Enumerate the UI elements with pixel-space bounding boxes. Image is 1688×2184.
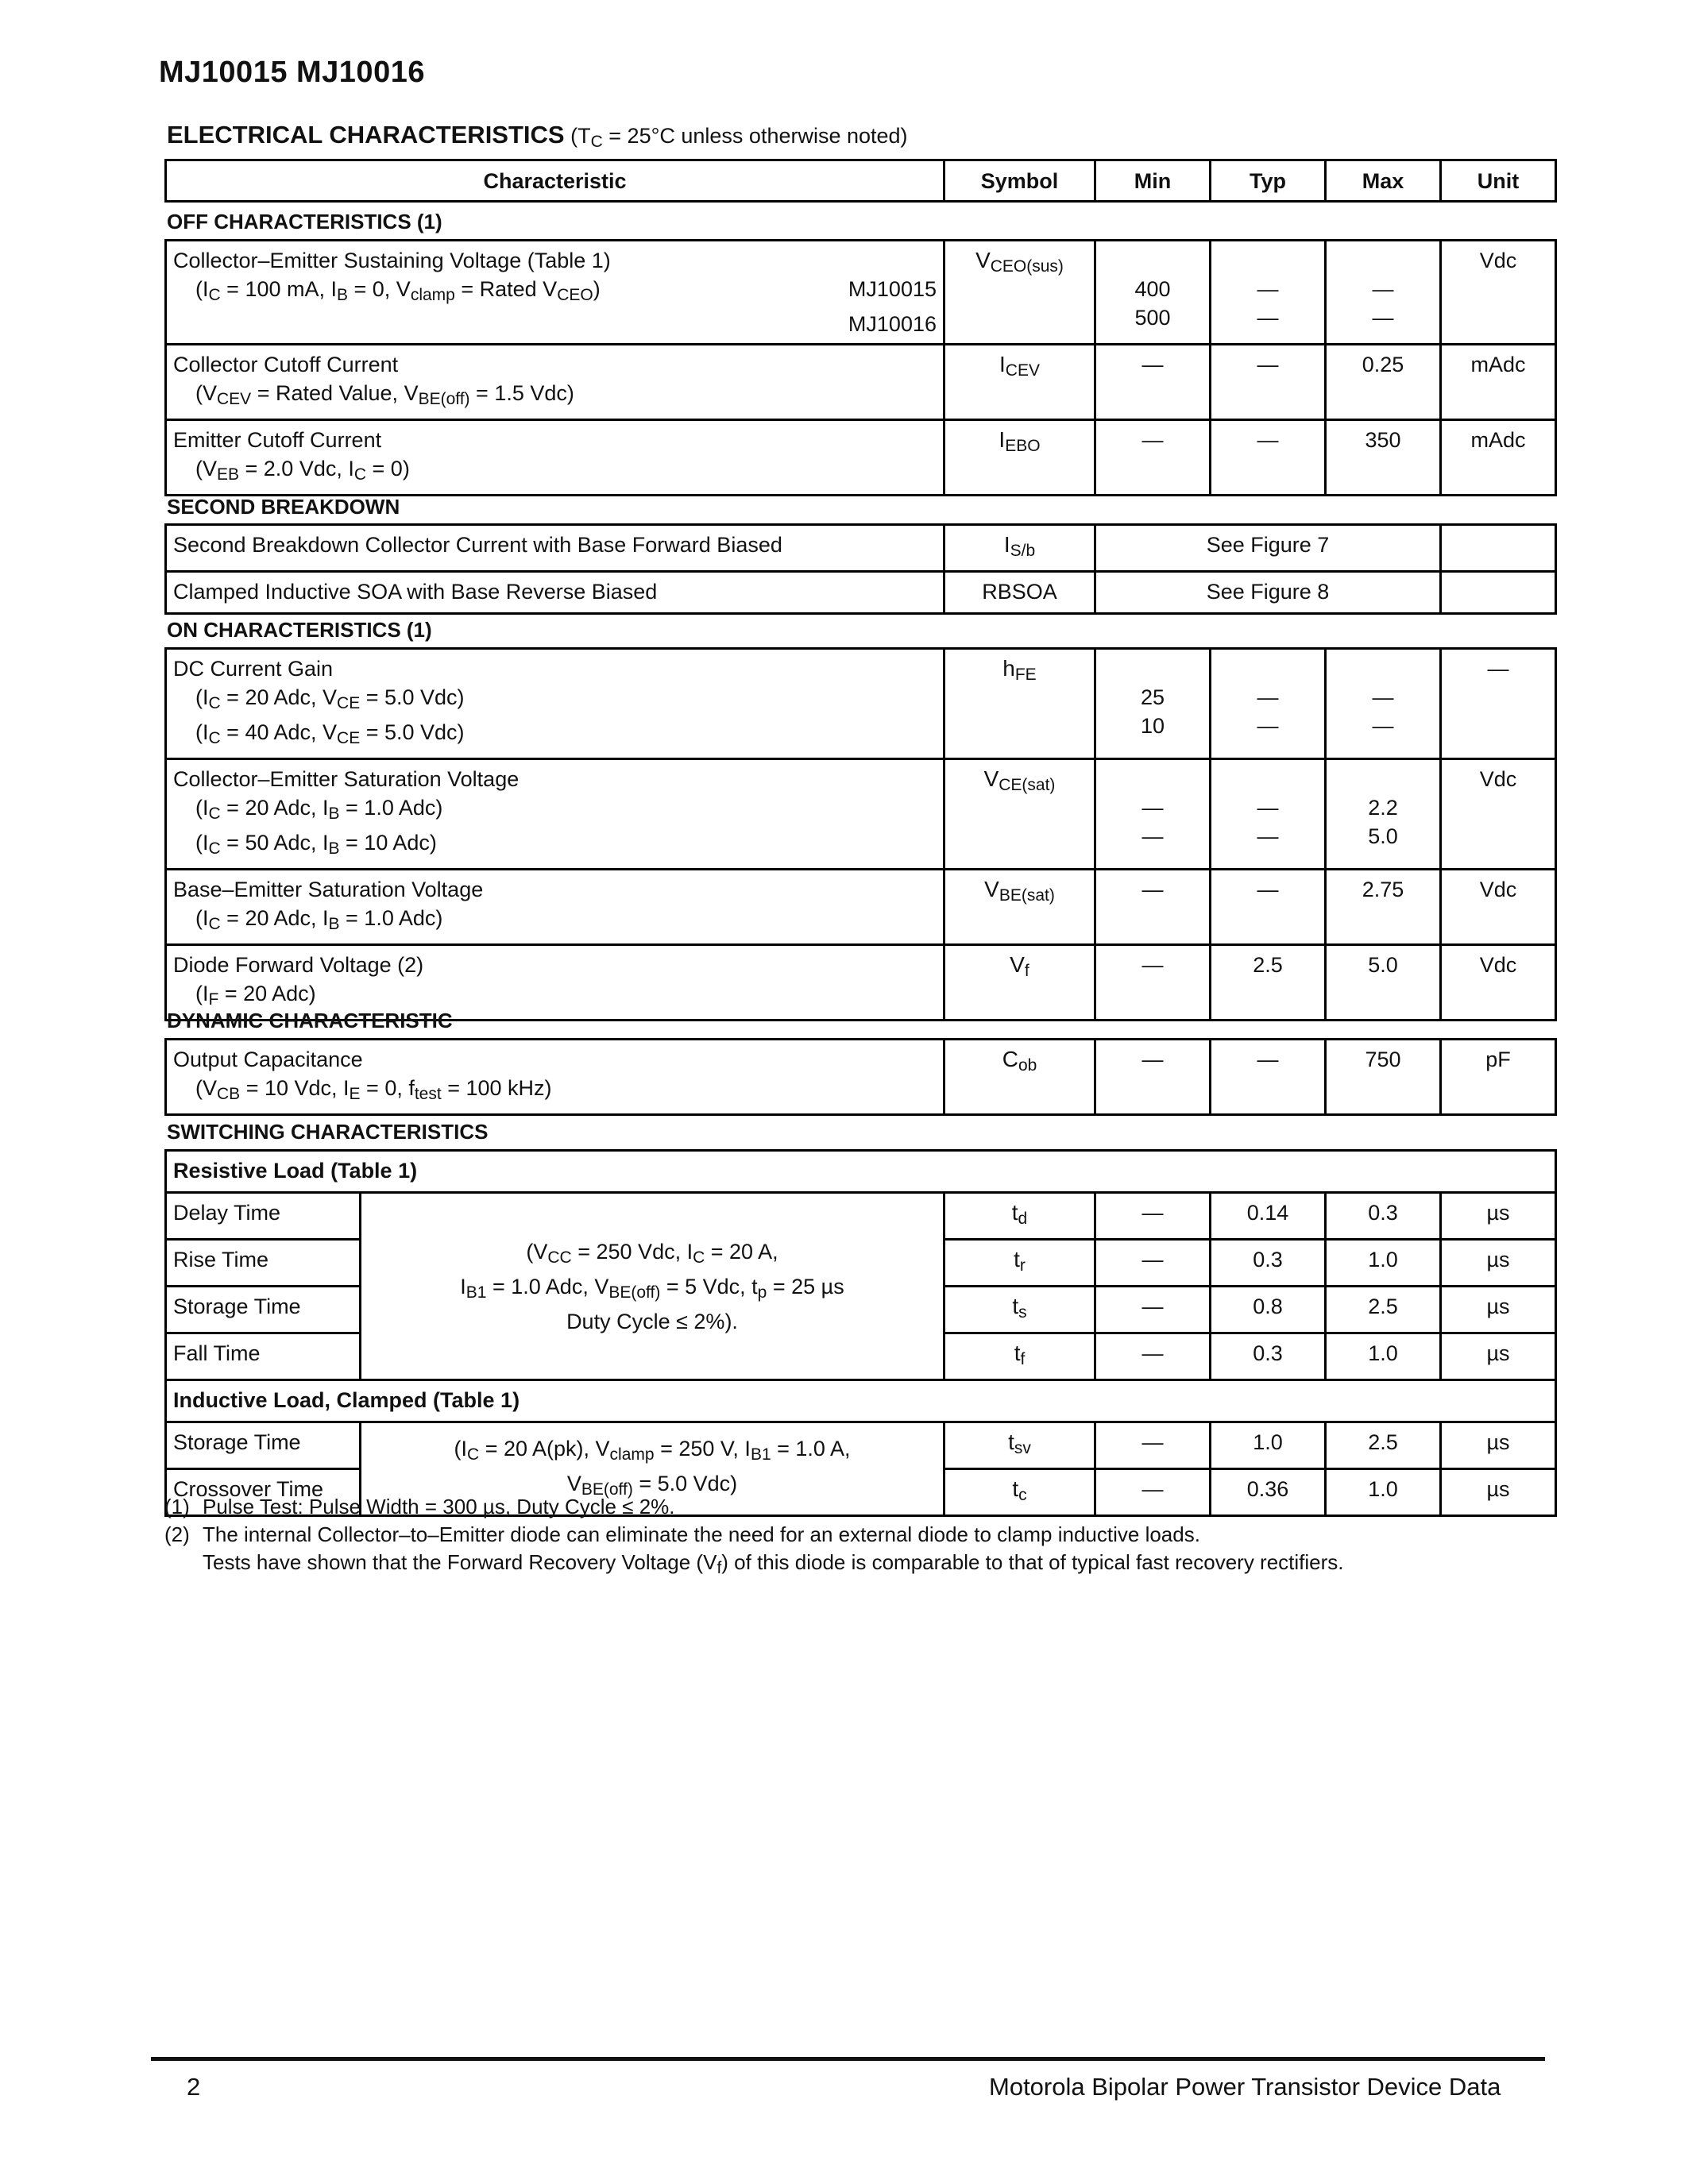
section-on: ON CHARACTERISTICS (1)	[167, 618, 432, 642]
symbol-cell: $t_f$	[944, 1333, 1095, 1380]
unit-cell: µs	[1441, 1193, 1556, 1240]
max-cell: 750	[1326, 1040, 1441, 1115]
switching-table	[164, 1149, 1557, 1517]
min-cell: — —	[1095, 759, 1211, 870]
characteristic-cell: Collector Cutoff Current ($V_{CEV}$ = Rated Value, $V_{BE(off)} = 1.5$ Vdc)	[166, 345, 944, 420]
footnotes	[164, 1493, 1344, 1582]
characteristic-cell: Fall Time	[166, 1333, 361, 1380]
max-cell: 5.0	[1326, 945, 1441, 1021]
unit-cell: mAdc	[1441, 420, 1556, 496]
typ-cell: —	[1211, 1040, 1326, 1115]
unit-cell: µs	[1441, 1287, 1556, 1333]
unit-cell: Vdc	[1441, 759, 1556, 870]
min-cell: —	[1095, 1333, 1211, 1380]
col-symbol: Symbol	[944, 160, 1095, 202]
unit-cell: Vdc	[1441, 241, 1556, 345]
max-cell: 2.5	[1326, 1287, 1441, 1333]
test-conditions-cell: ($V_{CC} = 250$ Vdc, $I_C = 20$ A, $I_{B1} = 1.0$ Adc, $V_{BE(off)} = 5$ Vdc, $t_p = 25$ µs Duty Cycle ≤ 2%).	[361, 1193, 944, 1380]
max-cell: 0.3	[1326, 1193, 1441, 1240]
group-label: Inductive Load, Clamped (Table 1)	[166, 1380, 1556, 1422]
typ-cell: —	[1211, 870, 1326, 945]
unit-cell	[1441, 525, 1556, 572]
unit-cell: µs	[1441, 1240, 1556, 1287]
min-cell: 400 500	[1095, 241, 1211, 345]
on-characteristics-table	[164, 647, 1557, 1021]
table-row	[166, 345, 1556, 420]
section-dynamic: DYNAMIC CHARACTERISTIC	[167, 1009, 453, 1032]
typ-cell: 0.3	[1211, 1333, 1326, 1380]
min-cell: —	[1095, 1193, 1211, 1240]
unit-cell	[1441, 572, 1556, 614]
typ-cell: — —	[1211, 759, 1326, 870]
section-title	[167, 121, 908, 152]
min-cell: —	[1095, 1469, 1211, 1516]
characteristic-cell: DC Current Gain ($I_C = 20$ Adc, $V_{CE} = 5.0$ Vdc) ($I_C = 40$ Adc, $V_{CE} = 5.0$ Vdc)	[166, 649, 944, 759]
min-cell: —	[1095, 345, 1211, 420]
max-cell: 1.0	[1326, 1333, 1441, 1380]
typ-cell: 0.3	[1211, 1240, 1326, 1287]
second-breakdown-table	[164, 523, 1557, 615]
characteristic-cell: Second Breakdown Collector Current with Base Forward Biased	[166, 525, 944, 572]
symbol-cell: $I_{CEV}$	[944, 345, 1095, 420]
footer-divider	[151, 2057, 1545, 2061]
title-note: ($T_C = 25^\circ C$ unless otherwise noted)	[564, 124, 908, 151]
group-label: Resistive Load (Table 1)	[166, 1151, 1556, 1193]
unit-cell: µs	[1441, 1333, 1556, 1380]
unit-cell: mAdc	[1441, 345, 1556, 420]
characteristic-cell: Storage Time	[166, 1287, 361, 1333]
min-cell: —	[1095, 945, 1211, 1021]
symbol-cell: RBSOA	[944, 572, 1095, 614]
group-row	[166, 1151, 1556, 1193]
max-cell: 1.0	[1326, 1469, 1441, 1516]
group-row	[166, 1380, 1556, 1422]
section-switching: SWITCHING CHARACTERISTICS	[167, 1120, 489, 1144]
characteristic-cell: Rise Time	[166, 1240, 361, 1287]
max-cell: 350	[1326, 420, 1441, 496]
table-row	[166, 649, 1556, 759]
symbol-cell: $t_d$	[944, 1193, 1095, 1240]
table-row	[166, 1422, 1556, 1469]
reference-cell: See Figure 8	[1095, 572, 1441, 614]
table-row	[166, 525, 1556, 572]
max-cell: 0.25	[1326, 345, 1441, 420]
footer-title: Motorola Bipolar Power Transistor Device Data	[989, 2073, 1501, 2101]
characteristic-cell: Output Capacitance ($V_{CB} = 10$ Vdc, $I_E = 0$, $f_{test} = 100$ kHz)	[166, 1040, 944, 1115]
typ-cell: —	[1211, 420, 1326, 496]
col-characteristic: Characteristic	[166, 160, 944, 202]
reference-cell: See Figure 7	[1095, 525, 1441, 572]
symbol-cell: $t_c$	[944, 1469, 1095, 1516]
document-header: MJ10015 MJ10016	[159, 56, 425, 89]
max-cell: 2.75	[1326, 870, 1441, 945]
col-unit: Unit	[1441, 160, 1556, 202]
max-cell: — —	[1326, 241, 1441, 345]
characteristic-cell: Base–Emitter Saturation Voltage ($I_C = 20$ Adc, $I_B = 1.0$ Adc)	[166, 870, 944, 945]
symbol-cell: $t_r$	[944, 1240, 1095, 1287]
test-conditions-cell: ($I_C = 20$ A(pk), $V_{clamp} = 250$ V, $I_{B1} = 1.0$ A, $V_{BE(off)} = 5.0$ Vdc)	[361, 1422, 944, 1516]
min-cell: —	[1095, 1240, 1211, 1287]
unit-cell: pF	[1441, 1040, 1556, 1115]
table-row	[166, 759, 1556, 870]
table-row	[166, 572, 1556, 614]
min-cell: —	[1095, 420, 1211, 496]
section-second-breakdown: SECOND BREAKDOWN	[167, 495, 400, 519]
symbol-cell: $t_s$	[944, 1287, 1095, 1333]
typ-cell: 2.5	[1211, 945, 1326, 1021]
characteristic-cell: Clamped Inductive SOA with Base Reverse Biased	[166, 572, 944, 614]
characteristic-cell: Emitter Cutoff Current ($V_{EB} = 2.0$ Vdc, $I_C = 0$)	[166, 420, 944, 496]
characteristic-cell: Delay Time	[166, 1193, 361, 1240]
unit-cell: Vdc	[1441, 945, 1556, 1021]
typ-cell: 1.0	[1211, 1422, 1326, 1469]
col-min: Min	[1095, 160, 1211, 202]
footnote-1: (1) Pulse Test: Pulse Width = 300 µs, Duty Cycle ≤ 2%.	[164, 1495, 675, 1518]
characteristic-cell: Collector–Emitter Saturation Voltage ($I_C = 20$ Adc, $I_B = 1.0$ Adc) ($I_C = 50$ Adc, $I_B = 10$ Adc)	[166, 759, 944, 870]
min-cell: —	[1095, 870, 1211, 945]
symbol-cell: $V_f$	[944, 945, 1095, 1021]
symbol-cell: $h_{FE}$	[944, 649, 1095, 759]
max-cell: — —	[1326, 649, 1441, 759]
min-cell: —	[1095, 1040, 1211, 1115]
symbol-cell: $t_{sv}$	[944, 1422, 1095, 1469]
dynamic-table	[164, 1038, 1557, 1116]
typ-cell: — —	[1211, 241, 1326, 345]
section-off: OFF CHARACTERISTICS (1)	[167, 210, 442, 233]
symbol-cell: $I_{S/b}$	[944, 525, 1095, 572]
symbol-cell: $I_{EBO}$	[944, 420, 1095, 496]
col-max: Max	[1326, 160, 1441, 202]
min-cell: —	[1095, 1422, 1211, 1469]
unit-cell: Vdc	[1441, 870, 1556, 945]
page-number: 2	[187, 2073, 201, 2101]
characteristic-cell: Diode Forward Voltage (2) ($I_F = 20$ Adc)	[166, 945, 944, 1021]
typ-cell: —	[1211, 345, 1326, 420]
col-typ: Typ	[1211, 160, 1326, 202]
max-cell: 2.5	[1326, 1422, 1441, 1469]
characteristic-cell: Storage Time	[166, 1422, 361, 1469]
unit-cell: µs	[1441, 1469, 1556, 1516]
typ-cell: 0.8	[1211, 1287, 1326, 1333]
symbol-cell: $V_{CEO(sus)}$	[944, 241, 1095, 345]
typ-cell: 0.14	[1211, 1193, 1326, 1240]
min-cell: —	[1095, 1287, 1211, 1333]
footnote-2-continued: Tests have shown that the Forward Recovery Voltage $(V_f)$ of this diode is comparable to that of typical fast recovery rectifiers.	[203, 1550, 1344, 1577]
symbol-cell: $C_{ob}$	[944, 1040, 1095, 1115]
table-row	[166, 870, 1556, 945]
symbol-cell: $V_{BE(sat)}$	[944, 870, 1095, 945]
typ-cell: — —	[1211, 649, 1326, 759]
min-cell: 25 10	[1095, 649, 1211, 759]
table-row	[166, 420, 1556, 496]
title-main: ELECTRICAL CHARACTERISTICS	[167, 121, 565, 149]
column-header-table	[164, 159, 1557, 203]
max-cell: 1.0	[1326, 1240, 1441, 1287]
off-characteristics-table	[164, 239, 1557, 496]
max-cell: 2.2 5.0	[1326, 759, 1441, 870]
unit-cell: µs	[1441, 1422, 1556, 1469]
symbol-cell: $V_{CE(sat)}$	[944, 759, 1095, 870]
table-row	[166, 241, 1556, 345]
characteristic-cell: Collector–Emitter Sustaining Voltage (Table 1) ($I_C = 100$ mA, $I_B = 0$, $V_{clamp}$ = Rated $V_{CEO}$) MJ10015 MJ10016	[166, 241, 944, 345]
characteristic-cell: Crossover Time	[166, 1469, 361, 1516]
table-row	[166, 1040, 1556, 1115]
typ-cell: 0.36	[1211, 1469, 1326, 1516]
table-row	[166, 1193, 1556, 1240]
footnote-2: (2) The internal Collector–to–Emitter diode can eliminate the need for an external diode to clamp inductive loads.	[164, 1522, 1200, 1546]
unit-cell: —	[1441, 649, 1556, 759]
